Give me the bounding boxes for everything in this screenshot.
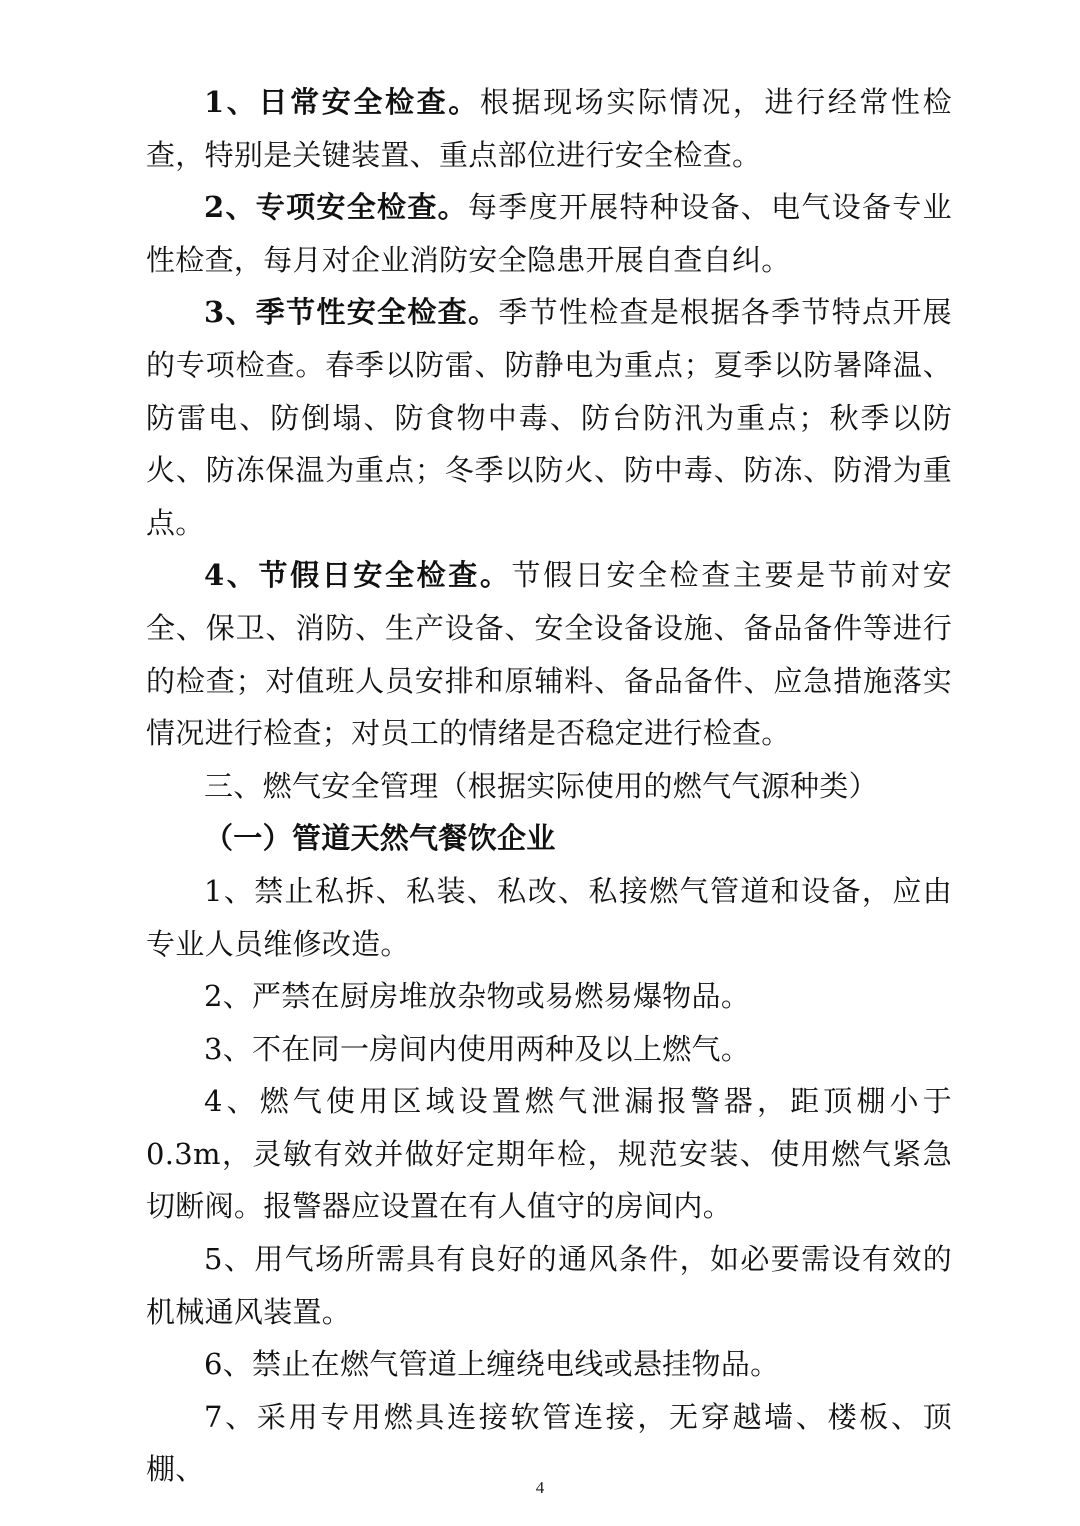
item-text: 节假日安全检查主要是节前对安全、保卫、消防、生产设备、安全设备设施、备品备件等进行的检查；对值班人员安排和原辅料、备品备件、应急措施落实情况进行检查；对员工的情绪是否稳定进行检查。 <box>146 558 953 751</box>
section-heading: 三、燃气安全管理（根据实际使用的燃气气源种类） <box>204 768 878 803</box>
item-text: 根据现场实际情况，进行经常性检查，特别是关键装置、重点部位进行安全检查。 <box>146 85 952 172</box>
rule-item: 2、严禁在厨房堆放杂物或易燃易爆物品。 <box>204 979 751 1014</box>
item-lead: 1、日常安全检查。 <box>204 85 480 119</box>
subsection-heading: （一）管道天然气餐饮企业 <box>204 821 556 856</box>
item-text: 季节性检查是根据各季节特点开展的专项检查。春季以防雷、防静电为重点；夏季以防暑降温、防雷电、防倒塌、防食物中毒、防台防汛为重点；秋季以防火、防冻保温为重点；冬季以防火、防中毒、防冻、防滑为重点。 <box>146 295 952 540</box>
item-lead: 4、节假日安全检查。 <box>204 558 512 593</box>
rule-item: 6、禁止在燃气管道上缠绕电线或悬挂物品。 <box>204 1347 780 1382</box>
rule-item: 7、采用专用燃具连接软管连接，无穿越墙、楼板、顶棚、 <box>146 1399 952 1487</box>
rule-item: 3、不在同一房间内使用两种及以上燃气。 <box>204 1031 751 1066</box>
page-number: 4 <box>535 1478 545 1497</box>
page-body <box>146 76 952 1496</box>
rule-item: 5、用气场所需具有良好的通风条件，如必要需设有效的机械通风装置。 <box>146 1242 952 1329</box>
inspection-item-seasonal <box>146 286 952 549</box>
inspection-item-holiday <box>146 549 952 759</box>
item-lead: 3、季节性安全检查。 <box>204 295 499 330</box>
item-lead: 2、专项安全检查。 <box>204 190 468 225</box>
rule-item: 4、燃气使用区域设置燃气泄漏报警器，距顶棚小于 0.3m，灵敏有效并做好定期年检，规范安装、使用燃气紧急切断阀。报警器应设置在有人值守的房间内。 <box>146 1084 952 1224</box>
rule-item: 1、禁止私拆、私装、私改、私接燃气管道和设备，应由专业人员维修改造。 <box>146 873 952 961</box>
item-text: 每季度开展特种设备、电气设备专业性检查，每月对企业消防安全隐患开展自查自纠。 <box>146 190 952 277</box>
inspection-item-special <box>146 181 952 286</box>
inspection-item-daily <box>146 76 952 181</box>
